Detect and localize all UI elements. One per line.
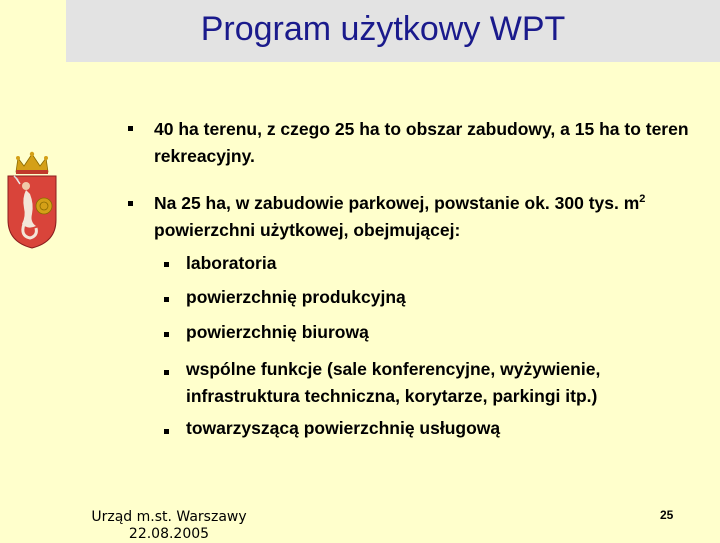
sub-bullet-marker xyxy=(164,332,169,337)
footer xyxy=(76,509,262,543)
footer-organization: Urząd m.st. Warszawy xyxy=(91,509,247,525)
footer-date: 22.08.2005 xyxy=(128,526,210,542)
bullet-marker xyxy=(128,201,133,206)
warsaw-coat-of-arms-icon xyxy=(2,150,62,250)
sub-bullet-marker xyxy=(164,429,169,434)
sub-bullet-marker xyxy=(164,297,169,302)
bullet-item-1: 40 ha terenu, z czego 25 ha to obszar zabudowy, a 15 ha to teren rekreacyjny. xyxy=(154,119,689,166)
sub-bullet-item-5: towarzyszącą powierzchnię usługową xyxy=(186,418,501,438)
slide-title: Program użytkowy WPT xyxy=(200,9,566,48)
sub-bullet-marker xyxy=(164,370,169,375)
sub-bullet-item-1: laboratoria xyxy=(186,253,277,273)
title-bar xyxy=(66,0,720,62)
sub-bullet-item-2: powierzchnię produkcyjną xyxy=(186,287,406,307)
sub-bullet-item-3: powierzchnię biurową xyxy=(186,322,369,342)
bullet-marker xyxy=(128,126,133,131)
bullet-item-2: Na 25 ha, w zabudowie parkowej, powstanie ok. 300 tys. $m^2$ powierzchni użytkowej, obejmującej: xyxy=(154,193,646,240)
sub-bullet-item-4: wspólne funkcje (sale konferencyjne, wyżywienie, infrastruktura techniczna, korytarze, parkingi itp.) xyxy=(186,359,601,406)
crown-icon xyxy=(16,152,48,174)
sub-bullet-marker xyxy=(164,262,169,267)
page-number: 25 xyxy=(660,508,674,522)
